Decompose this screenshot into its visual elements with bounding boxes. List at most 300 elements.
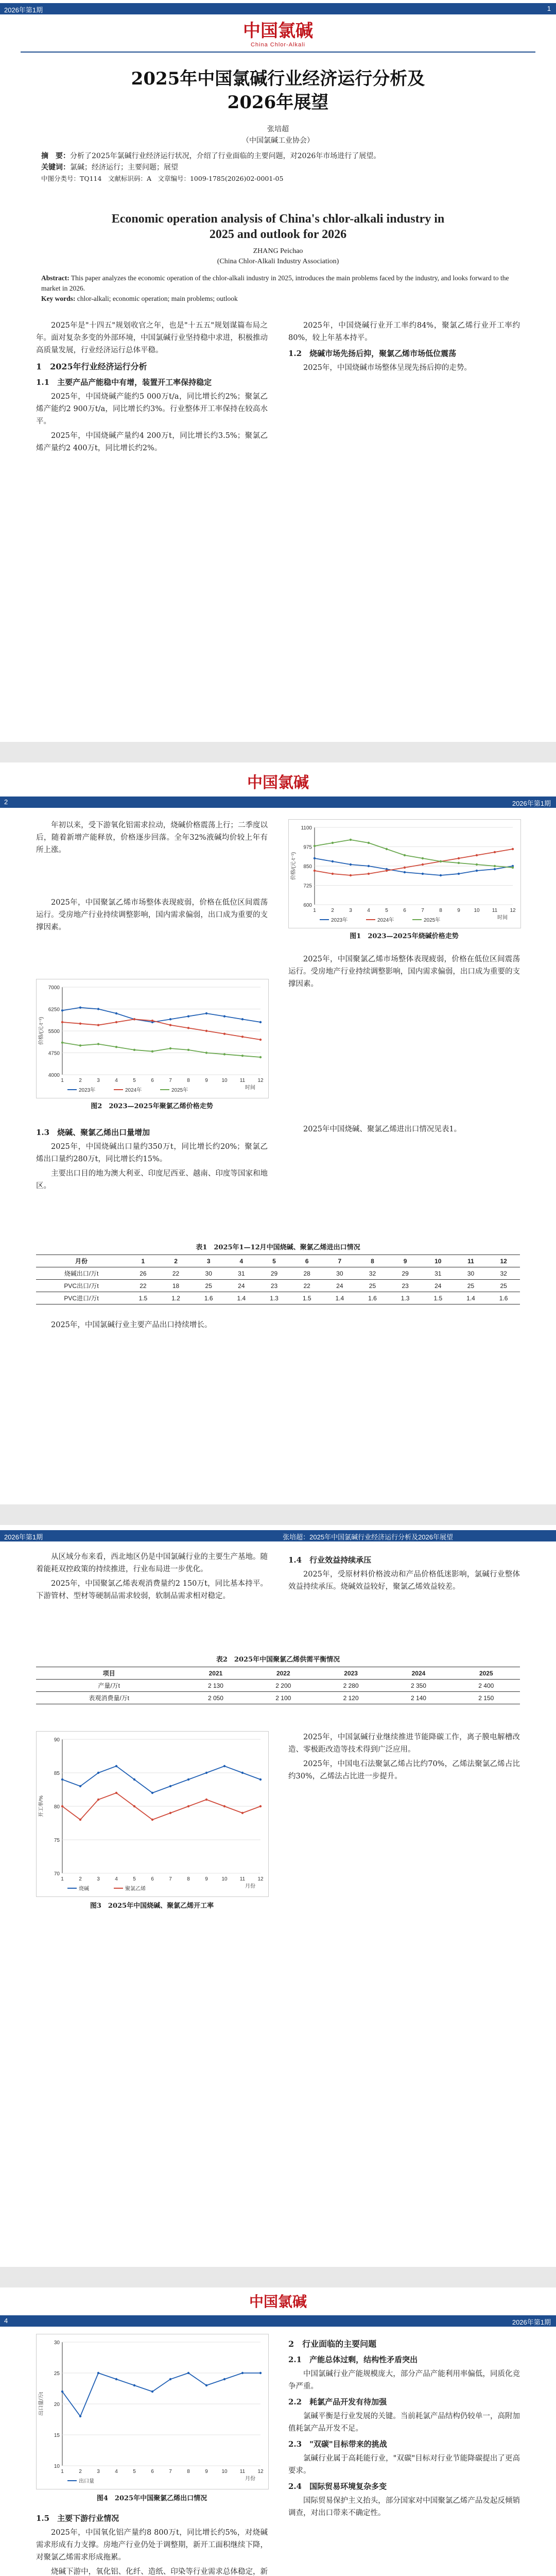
column-left: 2025年是"十四五"规划收官之年，也是"十五五"规划谋篇布局之年。面对复杂多变的外部环境，中国氯碱行业坚持稳中求进，积极推动高质量发展，行业经济运行总体平稳。 1 2025年行业经济运行分析 1.1 主要产品产能稳中有增，装置开工率保持稳定 2025年，中国烧碱产能约5 000万t/a，同比增长约2%；聚氯乙烯产能约2 900万t/a，同比增长约3%。行业整体开工率保持在较高水平。 2025年，中国烧碱产量约4 200万t，同比增长约3.5%；聚氯乙烯产量约2 400万t，同比增长约2%。	[36, 321, 268, 452]
table-cell: 22	[290, 1280, 323, 1292]
data-point	[223, 1015, 225, 1017]
data-point	[79, 1023, 81, 1025]
x-tick-label: 4	[367, 908, 370, 913]
page-3	[0, 1525, 556, 2267]
table-cell: 2 150	[453, 1692, 520, 1704]
x-tick-label: 9	[457, 908, 460, 913]
data-point	[386, 870, 388, 872]
issue-label: 2026年第1期	[4, 6, 43, 14]
x-tick-label: 11	[239, 1876, 246, 1882]
series-line	[315, 858, 513, 875]
table-cell: 2 120	[317, 1692, 385, 1704]
x-tick-label: 4	[115, 1078, 118, 1083]
table-cell: 31	[225, 1267, 258, 1280]
data-point	[223, 1032, 225, 1035]
column-right-2: 2025年，中国聚氯乙烯市场整体表现疲弱，价格在低位区间震荡运行。受房地产行业持续调整影响，国内需求偏弱，出口成为重要的支撑因素。	[288, 955, 520, 988]
top-bar	[0, 3, 556, 14]
legend-label: 2025年	[171, 1088, 188, 1093]
table-header-cell: 5	[258, 1255, 291, 1267]
x-axis-label: 时间	[245, 1085, 255, 1091]
x-tick-label: 10	[221, 1078, 228, 1083]
column-left: 1.5 主要下游行业情况 2025年，中国氧化铝产量约8 800万t，同比增长约5%，对烧碱需求形成有力支撑。房地产行业仍处于调整期，新开工面积继续下降，对聚氯乙烯需求形成拖累。 烧碱下游中，氧化铝、化纤、造纸、印染等行业需求总体稳定，新	[36, 2514, 268, 2576]
table-cell: 1.5	[422, 1292, 455, 1304]
table-cell: 2 130	[182, 1680, 249, 1692]
data-point	[151, 1819, 153, 1821]
data-point	[169, 1812, 171, 1814]
data-point	[115, 1792, 117, 1794]
y-tick-label: 10	[54, 2464, 60, 2469]
data-point	[332, 873, 334, 875]
y-tick-label: 975	[303, 844, 312, 851]
figure-1-caption: 图1 2023—2025年烧碱价格走势	[350, 933, 459, 940]
table-cell: 1.4	[225, 1292, 258, 1304]
data-point	[440, 860, 442, 862]
data-point	[350, 839, 352, 841]
x-tick-label: 1	[61, 1876, 64, 1882]
data-point	[97, 1043, 99, 1045]
data-point	[404, 867, 406, 869]
data-point	[512, 848, 514, 850]
y-axis-label: 开工率/%	[39, 1795, 44, 1817]
data-point	[61, 1041, 63, 1043]
x-tick-label: 6	[151, 1078, 154, 1083]
page-gap	[0, 742, 556, 762]
data-point	[133, 1805, 135, 1807]
data-point	[205, 1052, 207, 1054]
table-cell: 1.3	[258, 1292, 291, 1304]
y-tick-label: 4000	[48, 1073, 60, 1078]
data-point	[476, 870, 478, 872]
data-point	[259, 2372, 262, 2374]
y-tick-label: 15	[54, 2433, 60, 2438]
x-tick-label: 3	[97, 2469, 100, 2475]
x-tick-label: 1	[61, 1078, 64, 1083]
data-point	[97, 1024, 99, 1026]
legend-label: 2024年	[125, 1088, 142, 1093]
table-header-row	[36, 1667, 520, 1680]
x-tick-label: 9	[205, 2469, 208, 2475]
journal-logo: 中国氯碱	[247, 774, 309, 792]
legend-label: 2025年	[424, 918, 441, 923]
y-axis-label: 出口量/万t	[39, 2392, 44, 2416]
data-point	[422, 863, 424, 866]
table-cell: 2 350	[385, 1680, 452, 1692]
data-point	[368, 873, 370, 875]
table-header-cell: 7	[323, 1255, 356, 1267]
y-tick-label: 85	[54, 1771, 60, 1776]
table-cell: 25	[356, 1280, 389, 1292]
x-tick-label: 5	[385, 908, 388, 913]
table-header-cell: 9	[389, 1255, 422, 1267]
journal-logo: 中国氯碱 China Chlor-Alkali	[243, 21, 313, 48]
y-axis-label: 价格/(元·t⁻¹)	[291, 852, 297, 880]
legend-label: 2023年	[79, 1088, 96, 1093]
data-point	[133, 1778, 135, 1781]
table-cell: 23	[258, 1280, 291, 1292]
legend-label: 2023年	[331, 918, 348, 923]
data-point	[79, 1785, 81, 1787]
x-tick-label: 10	[221, 2469, 228, 2475]
table-row	[36, 1692, 520, 1704]
table-cell: 2 280	[317, 1680, 385, 1692]
x-tick-label: 2	[79, 1078, 82, 1083]
table-header-cell: 2023	[317, 1667, 385, 1680]
column-left: 从区域分布来看，西北地区仍是中国氯碱行业的主要生产基地。随着能耗双控政策的持续推进，行业布局进一步优化。 2025年，中国聚氯乙烯表观消费量约2 150万t，同比基本持平。下游管材、型材等硬制品需求较弱，软制品需求相对稳定。	[36, 1553, 268, 1600]
data-point	[205, 1012, 207, 1014]
table-cell: 29	[258, 1267, 291, 1280]
table-cell: 1.5	[290, 1292, 323, 1304]
table-header-cell: 6	[290, 1255, 323, 1267]
x-axis-label: 月份	[245, 2476, 255, 2482]
data-point	[169, 1047, 171, 1049]
y-tick-label: 30	[54, 2340, 60, 2346]
x-tick-label: 2	[79, 1876, 82, 1882]
table-row	[36, 1680, 520, 1692]
x-tick-label: 3	[97, 1078, 100, 1083]
column-right: 1.4 行业效益持续承压 2025年，受原材料价格波动和产品价格低迷影响，氯碱行业整体效益持续承压。烧碱效益较好，聚氯乙烯效益较差。	[288, 1555, 520, 1591]
data-point	[79, 1006, 81, 1008]
data-point	[458, 873, 460, 875]
issue-label: 2026年第1期	[512, 800, 551, 807]
y-tick-label: 6250	[48, 1007, 60, 1013]
table-header-cell: 2	[160, 1255, 193, 1267]
x-tick-label: 4	[115, 2469, 118, 2475]
table-cell: 1.4	[455, 1292, 488, 1304]
header-rule	[21, 52, 535, 53]
table-cell: 18	[160, 1280, 193, 1292]
table-cell: 22	[127, 1280, 160, 1292]
y-tick-label: 80	[54, 1804, 60, 1810]
table-cell: 30	[455, 1267, 488, 1280]
data-point	[205, 1030, 207, 1032]
data-point	[223, 2378, 225, 2380]
page-number: 2	[4, 798, 8, 806]
affiliation: （中国氯碱工业协会）	[242, 137, 314, 145]
classification: 中图分类号：TQ114 文献标识码：A 文章编号：1009-1785(2026)02-0001-05	[41, 175, 284, 182]
data-point	[115, 1765, 117, 1767]
legend-label: 出口量	[79, 2479, 94, 2484]
table-cell: 产量/万t	[36, 1680, 182, 1692]
y-tick-label: 850	[303, 864, 312, 870]
data-point	[259, 1039, 262, 1041]
author-en: ZHANG Peichao	[253, 247, 303, 255]
data-point	[476, 854, 478, 856]
x-tick-label: 7	[169, 2469, 172, 2475]
data-point	[223, 1805, 225, 1807]
table-cell: 2 400	[453, 1680, 520, 1692]
x-tick-label: 12	[257, 2469, 264, 2475]
data-point	[314, 870, 316, 872]
data-point	[61, 1021, 63, 1023]
y-tick-label: 90	[54, 1737, 60, 1743]
data-point	[61, 1778, 63, 1781]
data-point	[422, 857, 424, 859]
data-point	[259, 1056, 262, 1058]
issue-label: 2026年第1期	[4, 1533, 43, 1541]
table-cell: 25	[487, 1280, 520, 1292]
y-axis-label: 价格/(元·t⁻¹)	[39, 1016, 44, 1045]
series-line	[315, 849, 513, 875]
x-axis-label: 月份	[245, 1884, 255, 1889]
table-header-cell: 10	[422, 1255, 455, 1267]
figure-4-caption: 图4 2025年中国聚氯乙烯出口情况	[96, 2495, 207, 2502]
data-point	[79, 2415, 81, 2417]
x-tick-label: 12	[257, 1078, 264, 1083]
chart-2	[37, 979, 268, 1098]
data-point	[187, 1015, 189, 1017]
x-tick-label: 3	[349, 908, 352, 913]
table-1	[36, 1255, 520, 1304]
abstract-en-block: Abstract: This paper analyzes the economic operation of the chlor-alkali industry in 2025, introduces the main problems faced by the industry, and looks forward to the market in 2026. Key words: chlor-alkali; economic operation; main problems; outlook	[41, 274, 509, 302]
column-bottom: 2025年，中国氯碱行业主要产品出口持续增长。	[51, 1321, 212, 1329]
figure-2-caption: 图2 2023—2025年聚氯乙烯价格走势	[91, 1103, 213, 1110]
x-tick-label: 5	[133, 1078, 136, 1083]
y-tick-label: 25	[54, 2371, 60, 2377]
x-tick-label: 5	[133, 2469, 136, 2475]
x-tick-label: 6	[151, 2469, 154, 2475]
table-cell: 1.3	[389, 1292, 422, 1304]
data-point	[151, 2391, 153, 2393]
column-right-3: 2025年中国烧碱、聚氯乙烯进出口情况见表1。	[303, 1125, 462, 1133]
table-1-caption: 表1 2025年1—12月中国烧碱、聚氯乙烯进出口情况	[196, 1244, 360, 1251]
data-point	[314, 845, 316, 847]
series-line	[62, 2373, 260, 2416]
table-cell: 25	[455, 1280, 488, 1292]
table-header-cell: 1	[127, 1255, 160, 1267]
column-left: 年初以来，受下游氧化铝需求拉动，烧碱价格震荡上行；二季度以后，随着新增产能释放，价格逐步回落。全年32%液碱均价较上年有所上涨。	[36, 821, 268, 854]
top-bar	[0, 2315, 556, 2327]
page-1	[0, 0, 556, 742]
table-cell: 2 050	[182, 1692, 249, 1704]
data-point	[241, 2372, 244, 2374]
table-header-cell: 3	[192, 1255, 225, 1267]
table-cell: 28	[290, 1267, 323, 1280]
data-point	[404, 871, 406, 873]
legend-label: 2024年	[377, 918, 394, 923]
data-point	[61, 2391, 63, 2393]
data-point	[187, 1027, 189, 1029]
x-tick-label: 6	[151, 1876, 154, 1882]
data-point	[259, 1805, 262, 1807]
y-tick-label: 600	[303, 903, 312, 908]
y-tick-label: 1100	[301, 825, 312, 831]
article-title: 2025年中国氯碱行业经济运行分析及 2026年展望	[131, 69, 425, 113]
table-cell: 1.4	[323, 1292, 356, 1304]
english-title: Economic operation analysis of China's chlor-alkali industry in 2025 and outlook for 2026	[111, 212, 445, 241]
chart-4	[37, 2334, 268, 2489]
data-point	[97, 1772, 99, 1774]
x-tick-label: 6	[403, 908, 406, 913]
data-point	[151, 1050, 153, 1052]
issue-label: 2026年第1期	[512, 2318, 551, 2326]
data-point	[133, 1018, 135, 1020]
top-bar	[0, 1530, 556, 1541]
table-cell: 烧碱出口/万t	[36, 1267, 127, 1280]
figure-2	[36, 979, 269, 1098]
table-header-cell: 2021	[182, 1667, 249, 1680]
x-tick-label: 12	[510, 908, 516, 913]
x-tick-label: 11	[239, 2469, 246, 2475]
data-point	[97, 2372, 99, 2374]
table-header-cell: 8	[356, 1255, 389, 1267]
table-cell: PVC进口/万t	[36, 1292, 127, 1304]
data-point	[61, 1805, 63, 1807]
chart-1	[289, 820, 520, 928]
data-point	[458, 862, 460, 864]
data-point	[79, 1819, 81, 1821]
table-header-cell: 项目	[36, 1667, 182, 1680]
data-point	[368, 865, 370, 867]
table-cell: 30	[192, 1267, 225, 1280]
table-cell: 24	[422, 1280, 455, 1292]
table-cell: 24	[323, 1280, 356, 1292]
data-point	[187, 1805, 189, 1807]
table-header-cell: 4	[225, 1255, 258, 1267]
series-line	[62, 1766, 260, 1793]
data-point	[97, 1799, 99, 1801]
table-header-cell: 2025	[453, 1667, 520, 1680]
page-number: 1	[547, 5, 551, 12]
page-number: 4	[4, 2317, 8, 2325]
journal-logo: 中国氯碱	[249, 2293, 307, 2310]
x-tick-label: 7	[169, 1078, 172, 1083]
x-tick-label: 8	[187, 2469, 190, 2475]
table-cell: 2 200	[250, 1680, 317, 1692]
data-point	[440, 874, 442, 876]
x-tick-label: 3	[97, 1876, 100, 1882]
data-point	[97, 1008, 99, 1010]
top-bar	[0, 796, 556, 808]
data-point	[350, 863, 352, 866]
data-point	[187, 1778, 189, 1781]
data-point	[205, 2384, 207, 2386]
data-point	[205, 1772, 207, 1774]
data-point	[241, 1812, 244, 1814]
running-title: 张培超：2025年中国氯碱行业经济运行分析及2026年展望	[283, 1533, 453, 1541]
data-point	[79, 1044, 81, 1046]
data-point	[241, 1772, 244, 1774]
legend-label: 聚氯乙烯	[125, 1886, 146, 1892]
data-point	[332, 860, 334, 862]
table-row	[36, 1292, 520, 1304]
series-line	[62, 1008, 260, 1022]
y-tick-label: 725	[303, 883, 312, 889]
x-tick-label: 7	[421, 908, 424, 913]
x-tick-label: 8	[187, 1876, 190, 1882]
figure-3-caption: 图3 2025年中国烧碱、聚氯乙烯开工率	[90, 1902, 214, 1910]
data-point	[133, 2384, 135, 2386]
table-cell: 表观消费量/万t	[36, 1692, 182, 1704]
x-tick-label: 8	[439, 908, 442, 913]
table-header-cell: 月份	[36, 1255, 127, 1267]
data-point	[241, 1055, 244, 1057]
x-axis-label: 时间	[497, 915, 508, 921]
table-cell: 30	[323, 1267, 356, 1280]
data-point	[458, 857, 460, 859]
data-point	[422, 873, 424, 875]
x-tick-label: 1	[61, 2469, 64, 2475]
table-cell: 1.6	[487, 1292, 520, 1304]
y-tick-label: 75	[54, 1838, 60, 1843]
x-tick-label: 1	[313, 908, 316, 913]
table-cell: 32	[356, 1267, 389, 1280]
chart-3	[37, 1732, 268, 1896]
x-tick-label: 9	[205, 1078, 208, 1083]
data-point	[494, 868, 496, 870]
table-cell: PVC出口/万t	[36, 1280, 127, 1292]
x-tick-label: 9	[205, 1876, 208, 1882]
x-tick-label: 4	[115, 1876, 118, 1882]
data-point	[223, 1765, 225, 1767]
table-2	[36, 1667, 520, 1704]
data-point	[494, 851, 496, 853]
data-point	[241, 1036, 244, 1038]
table-cell: 31	[422, 1267, 455, 1280]
table-cell: 1.2	[160, 1292, 193, 1304]
x-tick-label: 10	[474, 908, 480, 913]
table-row	[36, 1267, 520, 1280]
data-point	[133, 1049, 135, 1051]
affiliation-en: (China Chlor-Alkali Industry Association)	[217, 258, 339, 265]
data-point	[169, 1785, 171, 1787]
figure-4	[36, 2334, 269, 2489]
x-tick-label: 12	[257, 1876, 264, 1882]
table-header-cell: 11	[455, 1255, 488, 1267]
x-tick-label: 11	[492, 908, 498, 913]
y-tick-label: 4750	[48, 1050, 60, 1057]
data-point	[259, 1778, 262, 1781]
series-line	[62, 1019, 260, 1040]
column-left-2: 2025年，中国聚氯乙烯市场整体表现疲弱，价格在低位区间震荡运行。受房地产行业持续调整影响，国内需求偏弱，出口成为重要的支撑因素。	[36, 899, 268, 931]
data-point	[115, 1012, 117, 1014]
data-point	[476, 863, 478, 866]
data-point	[151, 1792, 153, 1794]
data-point	[259, 1021, 262, 1023]
legend-label: 烧碱	[79, 1886, 89, 1892]
data-point	[368, 842, 370, 844]
data-point	[115, 2378, 117, 2380]
x-tick-label: 5	[133, 1876, 136, 1882]
data-point	[151, 1020, 153, 1022]
series-line	[62, 1043, 260, 1057]
page-4	[0, 2287, 556, 2576]
table-cell: 25	[192, 1280, 225, 1292]
y-tick-label: 70	[54, 1871, 60, 1877]
table-2-caption: 表2 2025年中国聚氯乙烯供需平衡情况	[216, 1656, 340, 1664]
table-cell: 24	[225, 1280, 258, 1292]
table-cell: 26	[127, 1267, 160, 1280]
x-tick-label: 2	[331, 908, 334, 913]
data-point	[187, 1049, 189, 1051]
y-tick-label: 7000	[48, 985, 60, 991]
column-right: 2 行业面临的主要问题 2.1 产能总体过剩，结构性矛盾突出 中国氯碱行业产能规模庞大，部分产品产能利用率偏低，同质化竞争严重。 2.2 耗氯产品开发有待加强 氯碱平衡是行业发展的关键。当前耗氯产品结构仍较单一，高附加值耗氯产品开发不足。 2.3 "双碳"目标带来的挑战 氯碱行业属于高耗能行业，"双碳"目标对行业节能降碳提出了更高要求。 2.4 国际贸易环境复杂多变 国际贸易保护主义抬头，部分国家对中国聚氯乙烯产品发起反倾销调查，对出口带来不确定性。	[288, 2339, 520, 2517]
x-tick-label: 7	[169, 1876, 172, 1882]
data-point	[205, 1799, 207, 1801]
data-point	[386, 848, 388, 850]
column-left-3: 1.3 烧碱、聚氯乙烯出口量增加 2025年，中国烧碱出口量约350万t，同比增长约20%；聚氯乙烯出口量约280万t，同比增长约15%。 主要出口目的地为澳大利亚、印度尼西亚、越南、印度等国家和地区。	[36, 1128, 268, 1190]
data-point	[314, 857, 316, 859]
data-point	[187, 2372, 189, 2374]
data-point	[512, 867, 514, 869]
table-cell: 23	[389, 1280, 422, 1292]
x-tick-label: 2	[79, 2469, 82, 2475]
data-point	[404, 854, 406, 856]
abstract-block: 摘 要：分析了2025年氯碱行业经济运行状况，介绍了行业面临的主要问题，对2026年市场进行了展望。 关键词：氯碱；经济运行；主要问题；展望 中图分类号：TQ114 文献标识码：A 文章编号：1009-1785(2026)02-0001-05	[41, 150, 515, 184]
data-point	[169, 1024, 171, 1026]
table-cell: 1.6	[356, 1292, 389, 1304]
table-cell: 2 140	[385, 1692, 452, 1704]
data-point	[169, 2378, 171, 2380]
